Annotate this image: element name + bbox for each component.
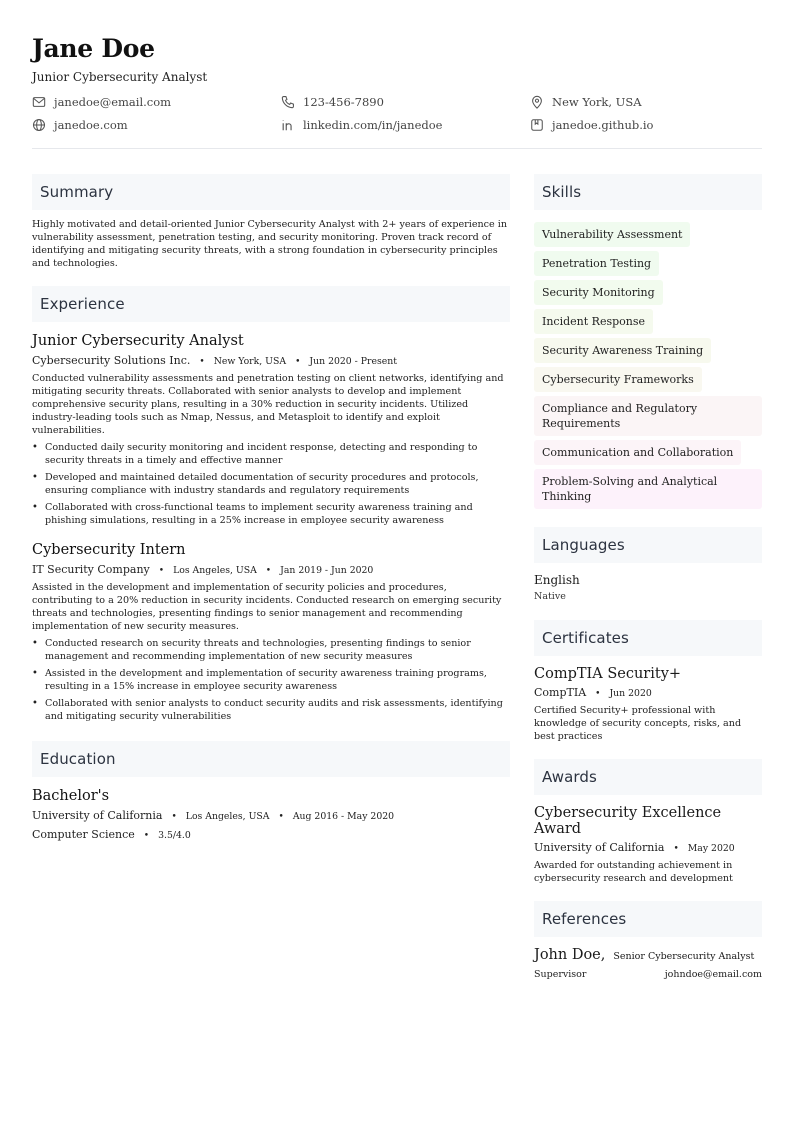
contact-email[interactable]: [32, 94, 281, 110]
contact-website[interactable]: [32, 117, 281, 133]
award-description: Awarded for outstanding achievement in cybersecurity research and development: [534, 860, 733, 884]
contact-location: [530, 94, 762, 110]
skills-list: [534, 218, 762, 509]
reference-name: John Doe,: [534, 947, 606, 963]
job-location: Los Angeles, USA: [173, 565, 257, 576]
certificate-date: Jun 2020: [609, 688, 652, 699]
location-icon: [530, 95, 544, 109]
job-company: IT Security Company: [32, 563, 150, 576]
education-meta: [32, 809, 510, 822]
education-field: Computer Science: [32, 828, 135, 841]
globe-icon: [32, 118, 46, 132]
contact-portfolio[interactable]: [530, 117, 762, 133]
job-bullet: • Conducted research on security threats and technologies, presenting findings to senior management and recommending implementation of new security measures: [32, 637, 510, 663]
contact-phone-text: 123-456-7890: [303, 95, 384, 109]
candidate-headline: Junior Cybersecurity Analyst: [32, 70, 208, 84]
awards-heading: Awards: [534, 759, 762, 795]
experience-heading: Experience: [32, 286, 510, 322]
reference-entry: [534, 947, 762, 963]
skill-tag: Incident Response: [534, 309, 653, 334]
separator-dot: •: [595, 689, 601, 699]
education-entry: [32, 787, 510, 841]
separator-dot: •: [673, 844, 679, 854]
job-bullet: • Collaborated with cross-functional teams to implement security awareness training and phishing simulations, resulting in a 25% increase in employee security awareness: [32, 501, 510, 527]
portfolio-icon: [530, 118, 544, 132]
job-dates: Jun 2020 - Present: [309, 356, 397, 367]
reference-position: Senior Cybersecurity Analyst: [613, 951, 755, 962]
job-meta: [32, 563, 510, 576]
header-divider: [32, 148, 762, 149]
candidate-name: Jane Doe: [32, 34, 155, 63]
education-gpa: 3.5/4.0: [158, 830, 191, 841]
job-title: Junior Cybersecurity Analyst: [32, 333, 244, 349]
award-title: Cybersecurity Excellence Award: [534, 805, 722, 837]
phone-icon: [281, 95, 295, 109]
references-heading: References: [534, 901, 762, 937]
contact-phone[interactable]: [281, 94, 530, 110]
education-location: Los Angeles, USA: [185, 811, 270, 822]
language-level: Native: [534, 591, 566, 602]
skill-tag: Penetration Testing: [534, 251, 659, 276]
job-bullet: • Conducted daily security monitoring and incident response, detecting and responding to security threats in a timely and effective manner: [32, 441, 510, 467]
separator-dot: •: [171, 812, 177, 822]
skills-heading: Skills: [534, 174, 762, 210]
contact-location-text: New York, USA: [552, 95, 642, 109]
skill-tag: Communication and Collaboration: [534, 440, 741, 465]
reference-email[interactable]: johndoe@email.com: [664, 969, 762, 980]
skill-tag: Cybersecurity Frameworks: [534, 367, 702, 392]
job-bullets: [32, 637, 510, 723]
job-company: Cybersecurity Solutions Inc.: [32, 354, 191, 367]
separator-dot: •: [295, 357, 301, 367]
skill-tag: Security Awareness Training: [534, 338, 711, 363]
job-bullet: • Collaborated with senior analysts to conduct security audits and risk assessments, identifying and mitigating security vulnerabilities: [32, 697, 510, 723]
certificate-issuer: CompTIA: [534, 686, 587, 699]
contact-linkedin[interactable]: [281, 117, 530, 133]
mail-icon: [32, 95, 46, 109]
contact-linkedin-text: linkedin.com/in/janedoe: [303, 118, 443, 132]
certificate-description: Certified Security+ professional with knowledge of security concepts, risks, and best practices: [534, 705, 742, 742]
education-dates: Aug 2016 - May 2020: [292, 811, 395, 822]
award-date: May 2020: [687, 843, 735, 854]
reference-details: [534, 969, 762, 980]
resume-page: [32, 34, 762, 980]
certificate-meta: [534, 686, 762, 699]
contact-list: [32, 94, 762, 133]
job-meta: [32, 354, 510, 367]
experience-entry: [32, 332, 510, 527]
job-bullets: [32, 441, 510, 527]
separator-dot: •: [199, 357, 205, 367]
linkedin-icon: [281, 118, 295, 132]
education-field-meta: [32, 828, 510, 841]
languages-heading: Languages: [534, 527, 762, 563]
certificates-heading: Certificates: [534, 620, 762, 656]
education-heading: Education: [32, 741, 510, 777]
job-bullet: • Assisted in the development and implementation of security awareness training programs, resulting in a 15% increase in employee security awareness: [32, 667, 510, 693]
contact-email-text: janedoe@email.com: [54, 95, 172, 109]
experience-entry: [32, 541, 510, 723]
contact-website-text: janedoe.com: [54, 118, 128, 132]
language-name: English: [534, 573, 580, 587]
award-issuer: University of California: [534, 841, 665, 854]
separator-dot: •: [158, 566, 165, 576]
right-column: [534, 174, 762, 980]
separator-dot: •: [278, 812, 284, 822]
award-meta: [534, 841, 762, 854]
job-location: New York, USA: [213, 356, 287, 367]
summary-heading: Summary: [32, 174, 510, 210]
skill-tag: Problem-Solving and Analytical Thinking: [534, 469, 762, 509]
job-description: Assisted in the development and implementation of security policies and procedures, contributing to a 20% reduction in security incidents. Conducted research on emerging security threats and technologies, presenting findings to senior management and recommending implementation of new security measures.: [32, 582, 502, 632]
certificate-title: CompTIA Security+: [534, 666, 682, 682]
job-dates: Jan 2019 - Jun 2020: [280, 565, 374, 576]
separator-dot: •: [265, 566, 272, 576]
education-school: University of California: [32, 809, 163, 822]
job-description: Conducted vulnerability assessments and penetration testing on client networks, identifying and mitigating security threats. Collaborated with senior analysts to develop and implement comprehensive security plans, resulting in a 30% reduction in security incidents. Utilized industry-leading tools such as Nmap, Nessus, and Metasploit to identify and exploit vulnerabilities.: [32, 373, 504, 436]
education-degree: Bachelor's: [32, 788, 110, 804]
separator-dot: •: [143, 831, 150, 841]
skill-tag: Vulnerability Assessment: [534, 222, 690, 247]
skill-tag: Security Monitoring: [534, 280, 663, 305]
reference-relation: Supervisor: [534, 969, 587, 980]
skill-tag: Compliance and Regulatory Requirements: [534, 396, 762, 436]
job-title: Cybersecurity Intern: [32, 542, 186, 558]
left-column: [32, 174, 510, 841]
summary-text: Highly motivated and detail-oriented Junior Cybersecurity Analyst with 2+ years of experience in vulnerability assessment, penetration testing, and security monitoring. Proven track record of identifying and mitigating security threats, with a strong foundation in cybersecurity principles and technologies.: [32, 219, 508, 269]
contact-portfolio-text: janedoe.github.io: [552, 118, 654, 132]
job-bullet: • Developed and maintained detailed documentation of security procedures and protocols, ensuring compliance with industry standards and regulatory requirements: [32, 471, 510, 497]
